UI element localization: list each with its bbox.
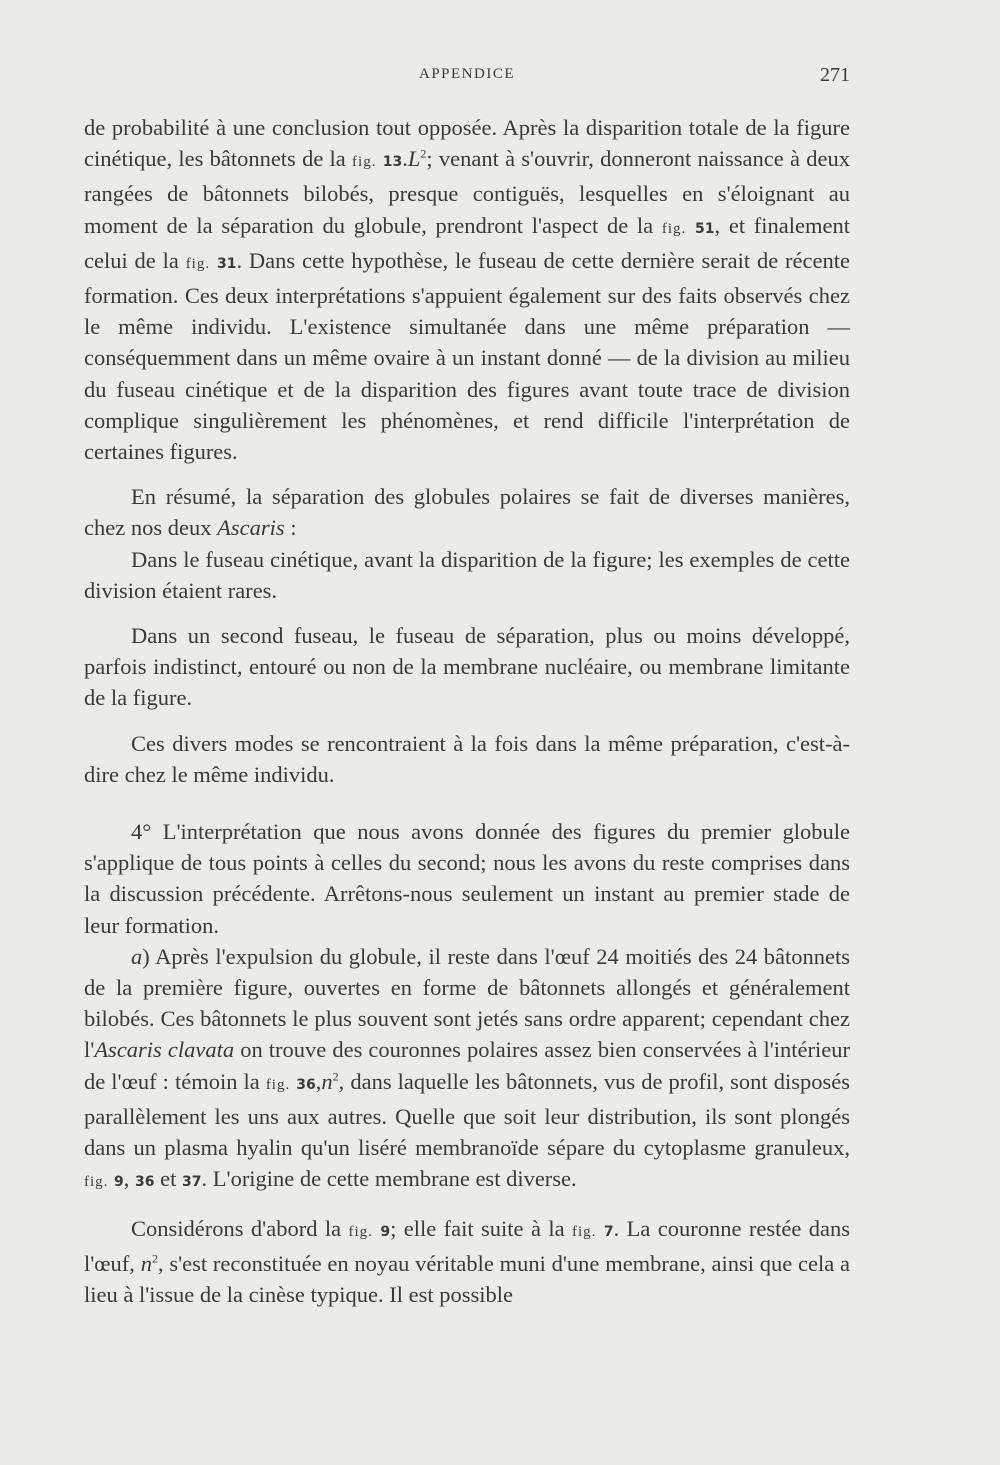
- paragraph: [84, 816, 850, 941]
- body-text: [84, 112, 850, 1310]
- italic-enumerator: a: [131, 943, 143, 969]
- figure-number: 9: [114, 1174, 124, 1191]
- paragraph: [84, 620, 850, 714]
- page-header: [84, 66, 850, 98]
- text-run: Considérons d'abord la: [131, 1215, 349, 1241]
- paragraph: [84, 544, 850, 606]
- text-run: Dans le fuseau cinétique, avant la disparition de la figure; les exemples de cette division étaient rares.: [84, 546, 850, 603]
- figure-number: 37: [182, 1174, 202, 1191]
- figure-number: 9: [380, 1223, 391, 1240]
- text-run: En résumé, la séparation des globules polaires se fait de diverses manières, chez nos deux: [84, 484, 850, 541]
- text-run: , s'est reconstituée en noyau véritable muni d'une membrane, ainsi que cela a lieu à l'issue de la cinèse typique. Il est possible: [84, 1250, 851, 1307]
- text-run: 4° L'interprétation que nous avons donnée des figures du premier globule s'applique de tous points à celles du second; nous les avons du reste comprises dans la discussion précédente. Arrêtons-nous seulement un instant au premier stade de leur formation.: [84, 819, 850, 938]
- figure-ref-label: fig.: [348, 1223, 373, 1240]
- paragraph: [84, 941, 850, 1199]
- text-run: et: [154, 1166, 183, 1192]
- superscript: 2: [420, 146, 427, 161]
- superscript: 2: [151, 1251, 158, 1266]
- text-run: . La couronne restée dans l'œuf,: [84, 1215, 851, 1276]
- page-number: 271: [820, 64, 850, 86]
- italic-symbol: n: [140, 1250, 152, 1276]
- figure-number: 51: [695, 220, 715, 237]
- superscript: 2: [332, 1069, 339, 1084]
- italic-symbol: L: [407, 146, 421, 172]
- figure-number: 13: [382, 154, 403, 171]
- text-run: on trouve des couronnes polaires assez bien conservées à l'intérieur de l'œuf : témoin la: [84, 1037, 850, 1094]
- paragraph: [84, 112, 850, 467]
- paragraph: [84, 728, 850, 790]
- figure-number: 36: [296, 1076, 316, 1093]
- text-run: .: [402, 146, 408, 172]
- italic-symbol: n: [321, 1068, 333, 1094]
- figure-ref-label: fig.: [265, 1076, 291, 1093]
- text-run: , et finalement celui de la: [84, 212, 850, 273]
- text-run: ,: [123, 1166, 136, 1192]
- italic-term: Ascaris clavata: [94, 1037, 235, 1063]
- figure-ref-label: fig.: [352, 154, 377, 171]
- figure-ref-label: fig.: [661, 220, 687, 237]
- figure-number: 7: [603, 1223, 614, 1240]
- text-run: de probabilité à une conclusion tout opposée. Après la disparition totale de la figure cinétique, les bâtonnets de la: [84, 115, 850, 172]
- running-title: APPENDICE: [418, 66, 515, 82]
- text-run: ; elle fait suite à la: [390, 1215, 572, 1241]
- figure-number: 36: [135, 1174, 155, 1191]
- text-run: , dans laquelle les bâtonnets, vus de profil, sont disposés parallèlement les uns aux autres. Quelle que soit leur distribution, ils sont plongés dans un plasma hyalin qu'un liséré membranoïde sépare du cytoplasme granuleux,: [84, 1068, 850, 1161]
- text-run: Ces divers modes se rencontraient à la fois dans la même préparation, c'est-à-dire chez le même individu.: [84, 730, 850, 787]
- paragraph: [84, 1213, 850, 1311]
- figure-ref-label: fig.: [84, 1174, 109, 1191]
- text-run: ,: [315, 1068, 322, 1094]
- paragraph: [84, 481, 850, 543]
- italic-term: Ascaris: [217, 515, 285, 541]
- text-run: Dans un second fuseau, le fuseau de séparation, plus ou moins développé, parfois indistinct, entouré ou non de la membrane nucléaire, ou membrane limitante de la figure.: [84, 623, 850, 711]
- text-run: ) Après l'expulsion du globule, il reste dans l'œuf 24 moitiés des 24 bâtonnets de la première figure, ouvertes en forme de bâtonnets allongés et généralement bilobés. Ces bâtonnets le plus souvent sont jetés sans ordre apparent; cependant chez l': [84, 943, 850, 1063]
- figure-ref-label: fig.: [185, 255, 211, 272]
- text-run: ; venant à s'ouvrir, donneront naissance à deux rangées de bâtonnets bilobés, presque contiguës, lesquelles en s'éloignant au moment de la séparation du globule, prendront l'aspect de la: [84, 146, 850, 238]
- figure-ref-label: fig.: [572, 1223, 597, 1240]
- text-run: . Dans cette hypothèse, le fuseau de cette dernière serait de récente formation. Ces deux interprétations s'appuient également sur des faits observés chez le même individu. L'existence simultanée dans une même préparation — conséquemment dans un même ovaire à un instant donné — de la division au milieu du fuseau cinétique et de la disparition des figures avant toute trace de division complique singulièrement les phénomènes, et rend difficile l'interprétation de certaines figures.: [84, 247, 850, 465]
- text-run: :: [284, 515, 297, 541]
- text-run: . L'origine de cette membrane est diverse.: [201, 1166, 577, 1192]
- figure-number: 31: [216, 255, 237, 272]
